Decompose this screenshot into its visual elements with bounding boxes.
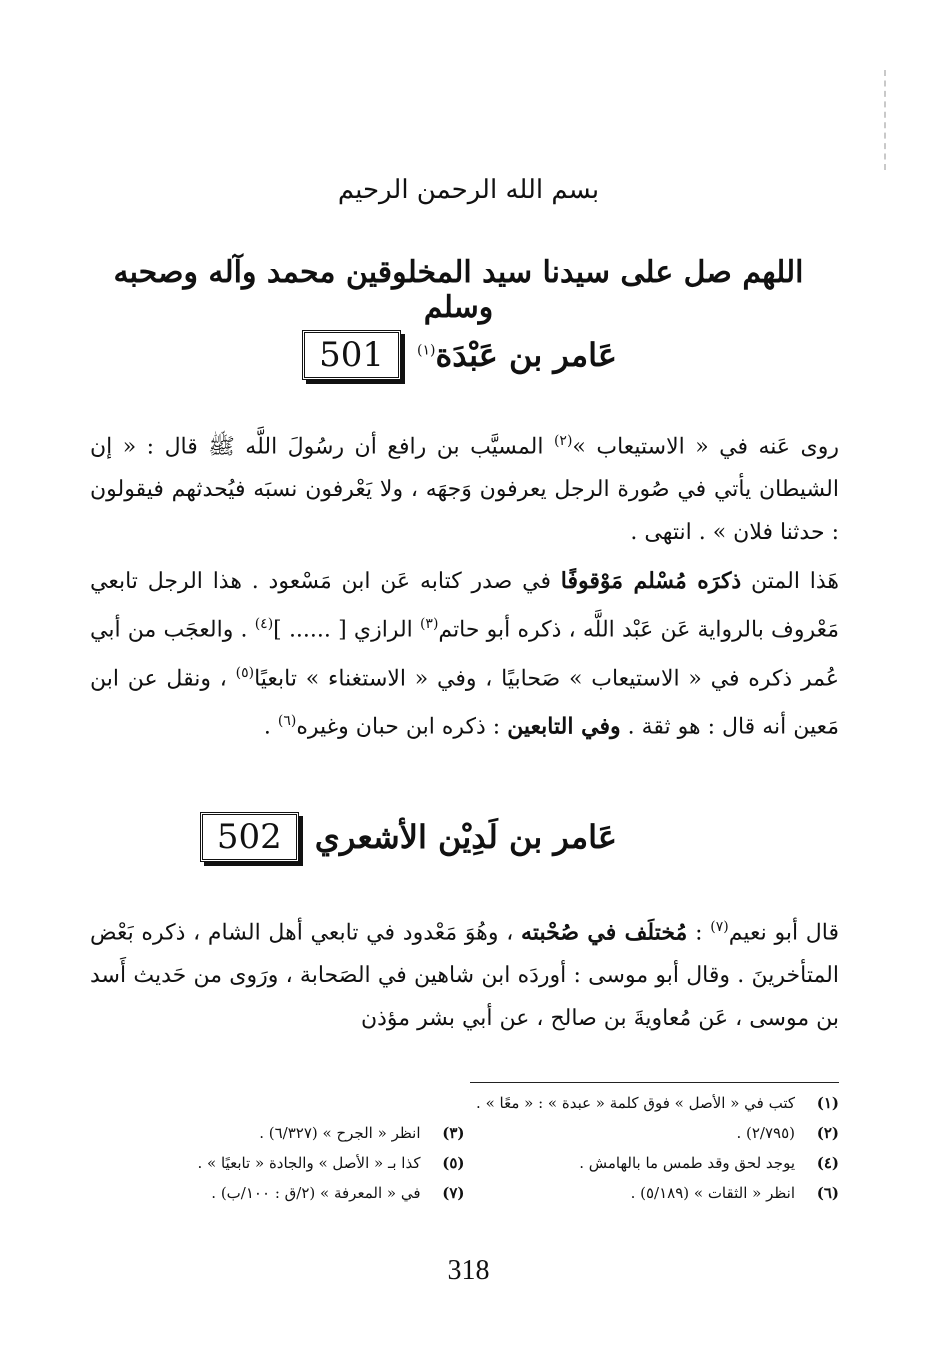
salawat-line: اللهم صل على سيدنا سيد المخلوقين محمد وآله وصحبه وسلم [113,255,804,325]
text-run: ، ونقل عن ابن مَعين أنه قال : هو ثقة . [90,665,839,740]
footnote-number: (٦) [816,1184,839,1202]
footnote-ref: (١) [417,342,436,359]
footnote [465,1118,840,1148]
entry-501-body [90,420,839,748]
page-number: 318 [447,1255,490,1286]
footnote-ref: (٢) [553,433,573,449]
footnote-text: كتب في « الأصل » فوق كلمة « عبدة » : « معًا » . [476,1094,795,1112]
footnote [90,1178,465,1208]
footnote-row [90,1118,839,1148]
text-run: قال أبو نعيم [728,920,839,946]
footnote [465,1178,840,1208]
footnote-number: (٣) [442,1124,465,1142]
footnote-text: انظر « الجرح » (٦/٣٢٧) . [259,1124,421,1142]
text-run: الرازي [ ...... ] [273,617,420,643]
footnote-text: يوجد لحق وقد طمس ما بالهامش . [579,1154,795,1172]
entry-name-text: عَامر بن عَبْدَة [435,336,617,374]
footnote-row [90,1088,839,1118]
entry-502-body [90,906,839,1040]
entry-501-heading [302,330,617,380]
footnote-ref: (٧) [710,919,729,935]
text-run: . [263,714,278,740]
text-run: في صدر كتابه عَن ابن مَسْعود . هذا الرجل تابعي مَعْروف بالرواية عَن عَبْد اللَّه ، ذكره أبو حاتم [90,569,839,643]
bold-run: وفي التابعين [507,713,621,740]
entry-502-heading [200,812,617,862]
paragraph [90,906,839,1040]
text-run: روى عَنه في « الاستيعاب » [572,434,839,460]
footnote-row [90,1178,839,1208]
entry-name [417,336,617,374]
footnote-number: (٧) [442,1184,465,1202]
bold-run: ذكرَه مُسْلم مَوْقوفًا [560,568,742,595]
entry-number-box: 502 [200,812,299,862]
entry-number-box: 501 [302,330,401,380]
footnote [90,1088,839,1118]
scan-edge-mark [884,70,886,170]
text-run: ، وهُوَ مَعْدود في تابعي أهل الشام ، ذكره بَعْض المتأخرينَ . وقال أبو موسى : أوردَه ابن شاهين في الصَحابة ، ورَوى من حَديث أَسد بن موسى ، عَن مُعاويةَ بن صالح ، عن أبي بشر مؤذن [90,920,839,1032]
paragraph [90,560,839,748]
paragraph [90,420,839,554]
bold-run: مُختلَف في صُحْبته [521,919,688,946]
footnote-number: (٥) [442,1154,465,1172]
text-run: . والعجَب من أبي عُمر ذكره في « الاستيعاب » صَحابيًا ، وفي « الاستغناء » تابعيًا [90,617,839,691]
footnote-separator [470,1082,839,1083]
entry-name: عَامر بن لَدِيْن الأشعري [314,818,617,856]
footnote-text: في « المعرفة » (٢/ق : ١٠٠/ب) . [211,1184,421,1202]
text-run: : ذكره ابن حبان وغيره [296,714,508,740]
footnote [90,1148,465,1178]
text-run: هَذا المتن [741,569,840,595]
basmala: بسم الله الرحمن الرحيم [337,175,600,205]
footnote-row [90,1148,839,1178]
footnote-text: (٢/٧٩٥) . [736,1124,795,1142]
text-run: : [687,920,711,946]
footnote-number: (٤) [816,1154,839,1172]
footnote-ref: (٥) [235,664,255,681]
footnotes [90,1088,839,1208]
footnote-number: (٢) [816,1124,839,1142]
footnote-ref: (٣) [419,616,439,633]
footnote-text: انظر « الثقات » (٥/١٨٩) . [630,1184,795,1202]
footnote-ref: (٤) [254,616,274,633]
footnote [465,1148,840,1178]
footnote-number: (١) [816,1094,839,1112]
footnote-text: كذا بـ « الأصل » والجادة « تابعيًا » . [197,1154,421,1172]
footnote-ref: (٦) [277,712,297,729]
footnote [90,1118,465,1148]
text-run: المسيَّب بن رافع أن رسُولَ اللَّه ﷺ قال : « إن الشيطان يأتي في صُورة الرجل يعرفون وَجهَه ، ولا يَعْرفون نسبَه فيُحدثهم فيقولون : حدثنا فلان » . انتهى . [90,434,839,546]
